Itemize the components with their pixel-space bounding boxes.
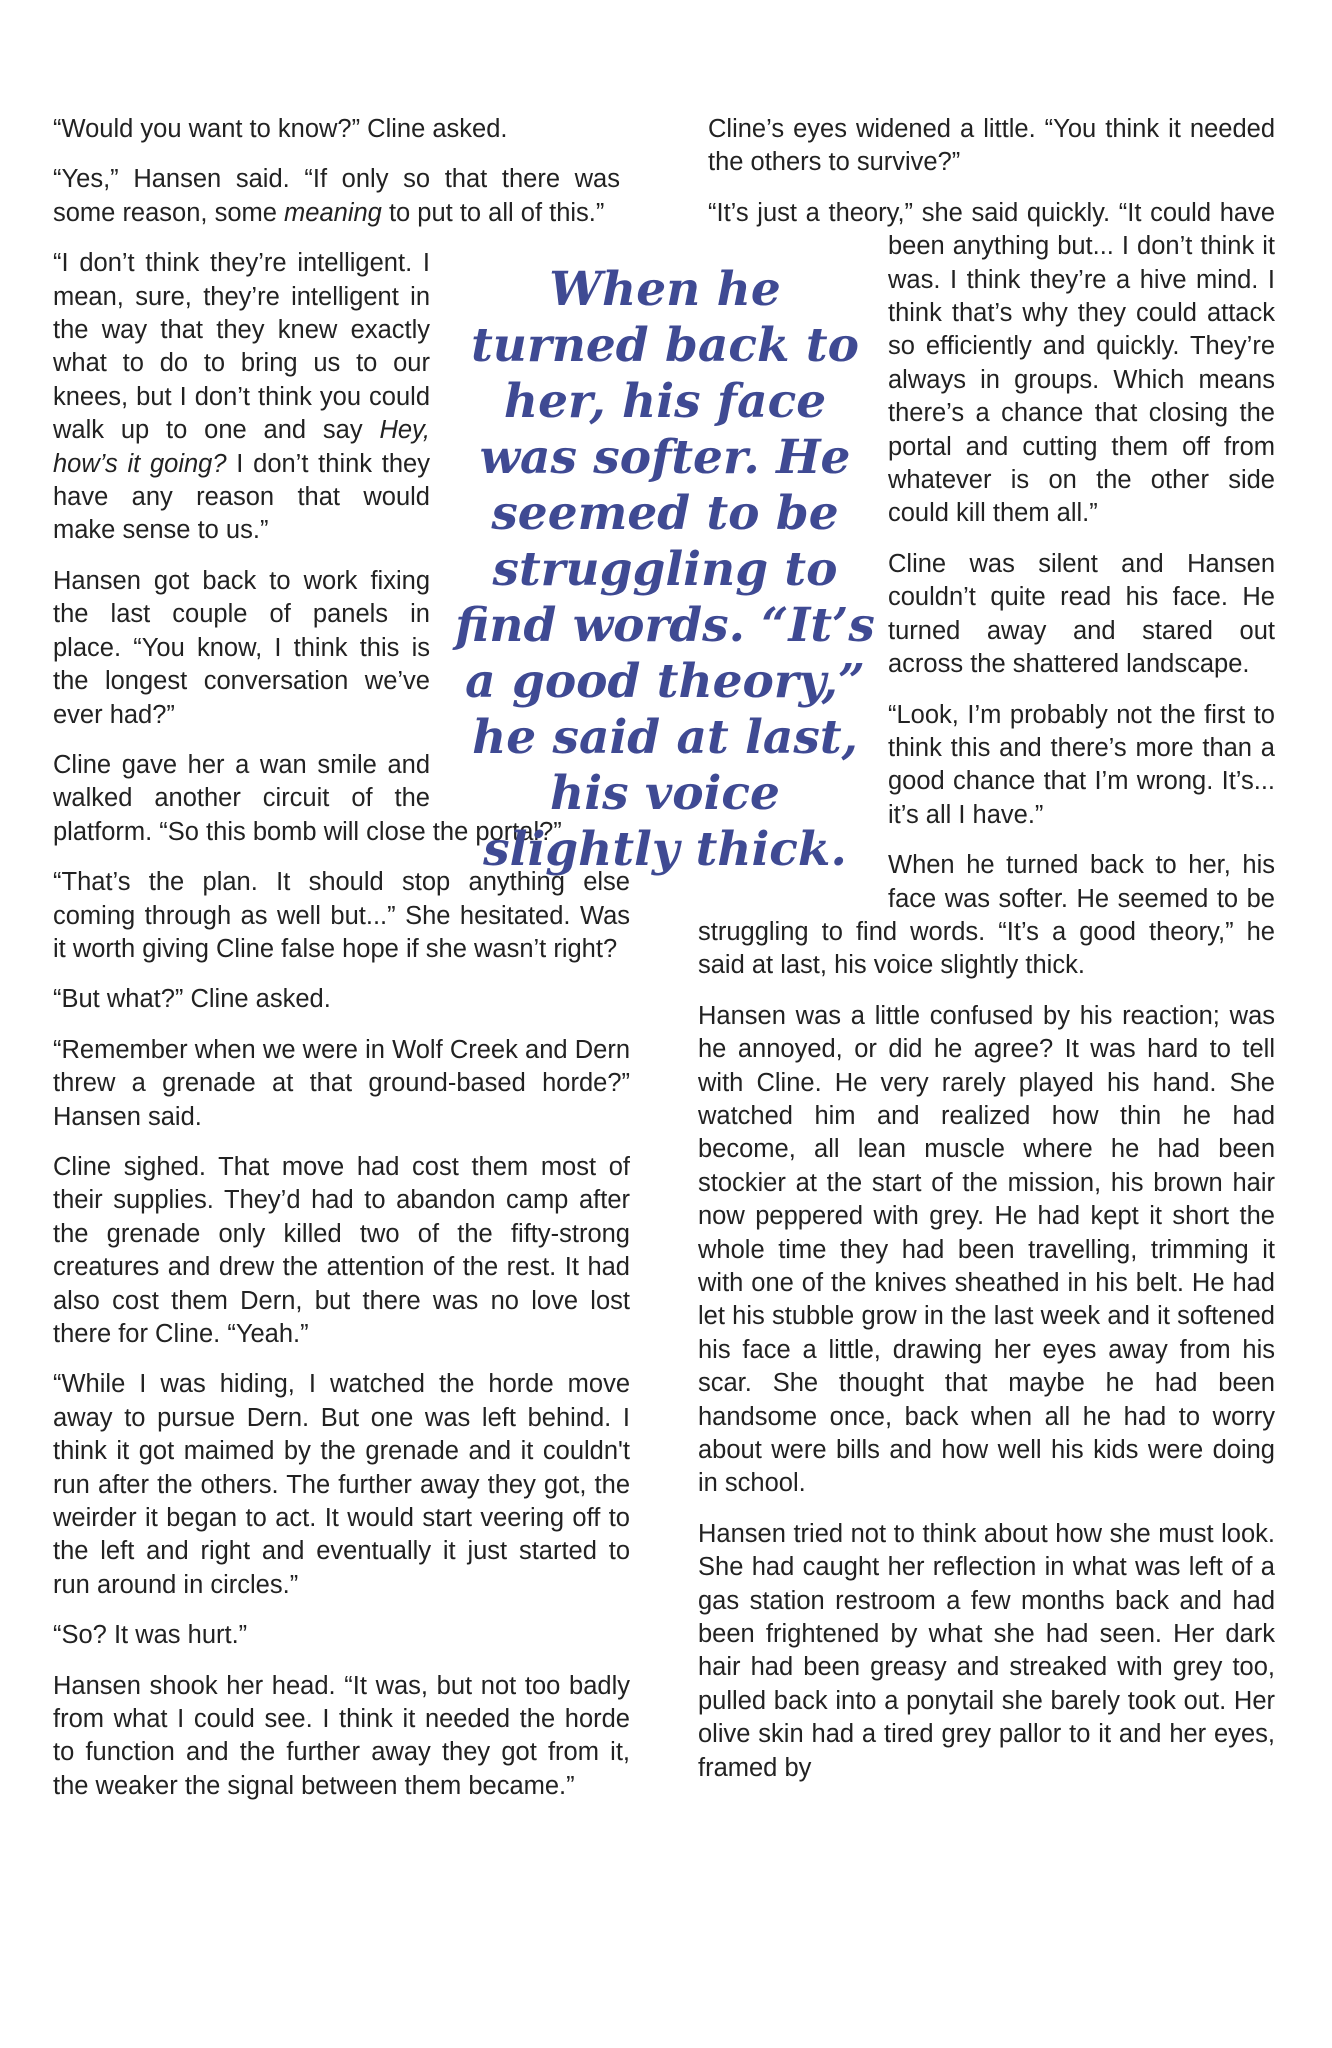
paragraph: “While I was hiding, I watched the horde move away to pursue Dern. But one was left behind. I think it got maimed by the grenade and it couldn't run after the others. The further away they got, the weirder it began to act. It would start veering off to the left and right and eventually it just started to run around in circles.” [53, 1370, 630, 1599]
emphasis-text: Hey, how’s it going? [53, 416, 430, 478]
paragraph: Cline gave her a wan smile and walked another circuit of the platform. “So this bomb will close the portal?” [53, 750, 562, 846]
paragraph: Cline’s eyes widened a little. “You think it needed the others to survive?” [708, 115, 1275, 177]
paragraph: “Would you want to know?” Cline asked. [53, 115, 508, 143]
paragraph: Cline was silent and Hansen couldn’t quite read his face. He turned away and stared out across the shattered landscape. [888, 549, 1275, 679]
emphasis-text: meaning [284, 198, 382, 227]
paragraph: “Yes,” Hansen said. “If only so that there was some reason, some meaning to put to all of this.” [53, 165, 620, 227]
paragraph: Hansen tried not to think about how she must look. She had caught her reflection in what was left of a gas station restroom a few months back and had been frightened by what she had seen. Her dark hair had been greasy and streaked with grey too, pulled back into a ponytail she barely took out. Her olive skin had a tired grey pallor to it and her eyes, framed by [698, 1519, 1275, 1782]
paragraph: Hansen shook her head. “It was, but not too badly from what I could see. I think it needed the horde to function and the further away they got from it, the weaker the signal between them became.” [53, 1671, 630, 1800]
left-column-top-spacer [620, 113, 630, 251]
pull-quote: When he turned back to her, his face was softer. He seemed to be struggling to find words. “It’s a good theory,” he said at last, his voice slightly thick. [455, 262, 875, 877]
paragraph: “So? It was hurt.” [53, 1621, 248, 1650]
paragraph: “I don’t think they’re intelligent. I mean, sure, they’re intelligent in the way that they knew exactly what to do to bring us to our knees, but I don’t think you could walk up to one and say Hey, how’s it going? I don’t think they have any reason that would make sense to us.” [53, 249, 430, 545]
paragraph: “Remember when we were in Wolf Creek and Dern threw a grenade at that ground-based horde?” Hansen said. [53, 1035, 630, 1131]
paragraph: Hansen got back to work fixing the last couple of panels in place. “You know, I think this is the longest conversation we’ve ever had?” [53, 566, 430, 729]
paragraph: “It’s just a theory,” she said quickly. “It could have been anything but... I don’t think it was. I think they’re a hive mind. I think that’s why they could attack so efficiently and quickly. They’re always in groups. Which means there’s a chance that closing the portal and cutting them off from whatever is on the other side could kill them all.” [708, 198, 1275, 528]
paragraph: “But what?” Cline asked. [53, 985, 331, 1014]
paragraph: When he turned back to her, his face was softer. He seemed to be struggling to find words. “It’s a good theory,” he said at last, his voice slightly thick. [698, 851, 1275, 980]
paragraph: “Look, I’m probably not the first to think this and there’s more than a good chance that I’m wrong. It’s... it’s all I have.” [888, 700, 1275, 829]
paragraph: Hansen was a little confused by his reaction; was he annoyed, or did he agree? It was hard to tell with Cline. He very rarely played his hand. She watched him and realized how thin he had become, all lean muscle where he had been stockier at the start of the mission, his brown hair now peppered with grey. He had kept it short the whole time they had been travelling, trimming it with one of the knives sheathed in his belt. He had let his stubble grow in the last week and it softened his face a little, drawing her eyes away from his scar. She thought that maybe he had been handsome once, back when all he had to worry about were bills and how well his kids were doing in school. [698, 1001, 1275, 1498]
paragraph: Cline sighed. That move had cost them most of their supplies. They’d had to abandon camp after the grenade only killed two of the fifty-strong creatures and drew the attention of the rest. It had also cost them Dern, but there was no love lost there for Cline. “Yeah.” [53, 1152, 630, 1348]
paragraph: “That’s the plan. It should stop anything else coming through as well but...” She hesitated. Was it worth giving Cline false hope if she wasn’t right? [53, 868, 630, 963]
right-column-top-spacer [698, 113, 708, 235]
